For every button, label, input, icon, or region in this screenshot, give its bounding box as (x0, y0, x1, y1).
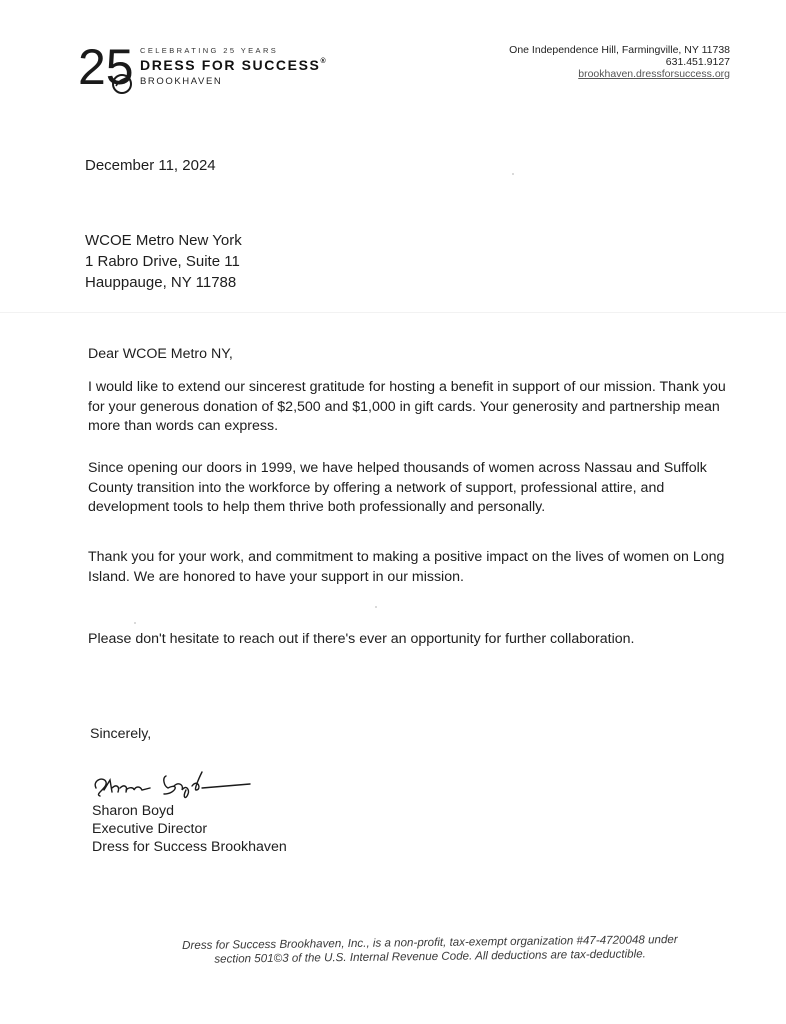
paragraph-collaboration: Please don't hesitate to reach out if there's ever an opportunity for further collaboration. (88, 631, 635, 647)
scan-speck (375, 606, 377, 608)
celebrating-tagline: CELEBRATING 25 YEARS (140, 46, 279, 55)
organization-name-text: DRESS FOR SUCCESS (140, 56, 321, 73)
paragraph-commitment: Thank you for your work, and commitment to making a positive impact on the lives of women on Long Island. We are honored to have your support in our mission. (88, 549, 725, 585)
signer-organization: Dress for Success Brookhaven (92, 839, 287, 855)
paragraph-history: Since opening our doors in 1999, we have helped thousands of women across Nassau and Suffolk County transition into the workforce by offering a network of support, professional attire, and development tools to help them thrive both professionally and personally. (88, 460, 707, 515)
organization-logo (78, 38, 378, 102)
contact-info (509, 44, 730, 80)
signer-block (92, 802, 287, 856)
scan-speck (512, 173, 514, 175)
paragraph-gratitude: I would like to extend our sincerest gratitude for hosting a benefit in support of our mission. Thank you for your generous donation of $2,500 and $1,000 in gift cards. Your generosity and partnership mean more than words can express. (88, 379, 726, 434)
footer-line-1: Dress for Success Brookhaven, Inc., is a non-profit, tax-exempt organization #47-4720048 under (182, 932, 678, 953)
organization-name (140, 58, 327, 72)
org-address: One Independence Hill, Farmingville, NY 11738 (509, 44, 730, 56)
anniversary-25-logo-icon (78, 38, 138, 100)
recipient-city: Hauppauge, NY 11788 (85, 274, 237, 291)
recipient-address (85, 230, 242, 293)
scan-speck (134, 622, 136, 624)
registered-mark: ® (320, 57, 328, 65)
org-website-link[interactable]: brookhaven.dressforsuccess.org (578, 68, 730, 80)
footer-line-2: section 501©3 of the U.S. Internal Revenue Code. All deductions are tax-deductible. (214, 947, 646, 966)
recipient-street: 1 Rabro Drive, Suite 11 (85, 253, 240, 270)
signer-name: Sharon Boyd (92, 803, 175, 819)
handwritten-signature (90, 768, 260, 800)
signer-title: Executive Director (92, 821, 208, 837)
salutation: Dear WCOE Metro NY, (88, 346, 233, 362)
footer-disclaimer (130, 932, 730, 967)
paper-fold-line (0, 312, 786, 313)
recipient-name: WCOE Metro New York (85, 232, 242, 249)
closing: Sincerely, (90, 726, 152, 742)
letter-date: December 11, 2024 (85, 157, 216, 174)
organization-location: BROOKHAVEN (140, 75, 223, 87)
org-phone: 631.451.9127 (665, 56, 730, 68)
logo-number: 25 (78, 39, 134, 95)
